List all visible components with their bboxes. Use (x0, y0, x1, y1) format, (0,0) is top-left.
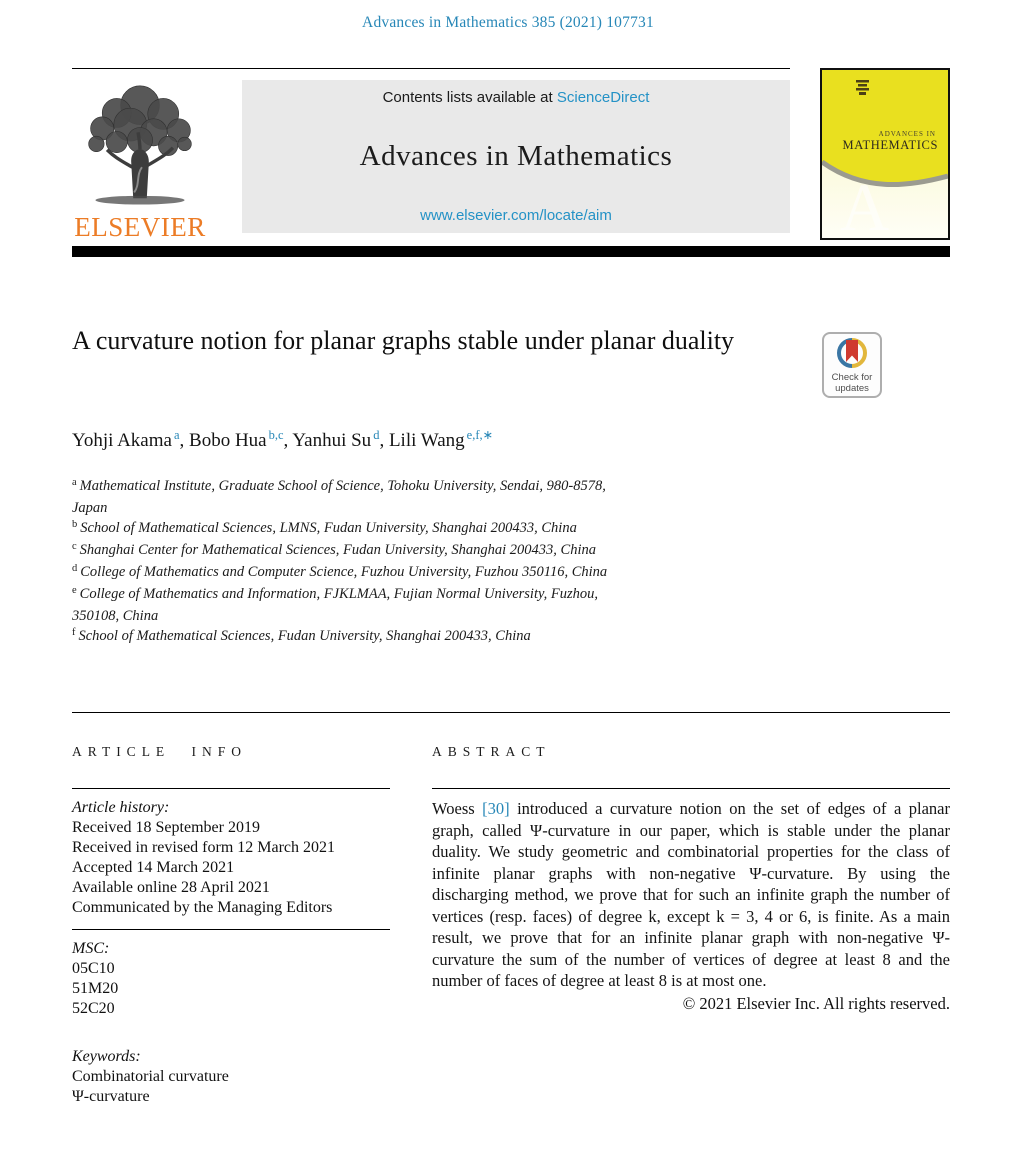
msc-item: 51M20 (72, 980, 119, 997)
cover-title-line2: MATHEMATICS (842, 138, 938, 152)
abstract-text-before-ref: Woess (432, 799, 483, 818)
history-item: Received in revised form 12 March 2021 (72, 839, 336, 856)
author-line (72, 430, 832, 452)
author-name: Lili Wang (388, 430, 465, 451)
affiliation-item: $^c$ Shanghai Center for Mathematical Sciences, Fudan University, Shanghai 200433, China (72, 541, 596, 558)
banner-top-rule (72, 68, 790, 69)
journal-cover-art (822, 70, 948, 238)
keyword-item: Combinatorial curvature (72, 1068, 229, 1085)
badge-text-line1: Check for (831, 372, 873, 383)
author-affil-sup: d (373, 428, 380, 442)
msc-block (72, 939, 340, 1019)
elsevier-logo (72, 80, 208, 243)
affiliation-item: $^d$ College of Mathematics and Computer Science, Fuzhou University, Fuzhou 350116, China (72, 563, 608, 580)
history-item: Received 18 September 2019 (72, 819, 260, 836)
reference-link[interactable]: [30] (482, 799, 510, 818)
affiliation-sup: c (72, 541, 77, 552)
elsevier-wordmark: ELSEVIER (74, 212, 206, 242)
banner-bottom-bar (72, 246, 950, 257)
cover-title-line1: ADVANCES IN (878, 130, 936, 138)
msc-item: 05C10 (72, 960, 115, 977)
affiliation-item: $^e$ College of Mathematics and Information, FJKLMAA, Fujian Normal University, Fuzhou, 350108, China (72, 585, 599, 624)
msc-item: 52C20 (72, 1000, 115, 1017)
info-abstract-top-rule (72, 712, 950, 713)
check-for-updates-badge[interactable] (822, 332, 882, 398)
journal-cover-thumbnail (820, 68, 950, 240)
affiliation-sup: a (72, 477, 77, 488)
affiliation-sup: f (72, 627, 76, 638)
affiliation-item: $^f$ School of Mathematical Sciences, Fudan University, Shanghai 200433, China (72, 627, 531, 644)
msc-label: MSC: (72, 940, 110, 957)
badge-text-line2: updates (835, 383, 869, 394)
history-item: Accepted 14 March 2021 (72, 859, 235, 876)
affiliation-item: $^a$ Mathematical Institute, Graduate School of Science, Tohoku University, Sendai, 980-8578, Japan (72, 477, 606, 516)
keywords-block (72, 1047, 340, 1107)
contents-line (383, 89, 650, 106)
abstract-text-after-ref: introduced a curvature notion on the set of edges of a planar graph, called Ψ-curvature in our paper, which is stable under the planar duality. We study geometric and combinatorial properties for the class of infinite planar graphs with non-negative Ψ-curvature. By using the discharging method, we prove that for such an infinite graph the number of vertices (resp. faces) of degree k, except k = 3, 4 or 6, is finite. As a main result, we prove that for an infinite planar graph with non-negative Ψ-curvature the sum of the number of vertices of degree at least 8 and the number of faces of degree at least 8 is at most one. (432, 799, 950, 990)
affiliation-sup: e (72, 585, 77, 596)
affiliation-sup: d (72, 563, 78, 574)
abstract-text (432, 798, 950, 992)
author-affil-sup: a (173, 428, 180, 442)
article-info-heading: ARTICLE INFO (72, 744, 248, 759)
article-history-block (72, 798, 340, 918)
history-item: Available online 28 April 2021 (72, 879, 270, 896)
abstract-heading: ABSTRACT (432, 744, 551, 759)
journal-url-link[interactable]: www.elsevier.com/locate/aim (420, 207, 612, 224)
article-info-column (72, 744, 390, 1107)
author-affil-sup: e,f,∗ (466, 428, 494, 442)
affiliation-item: $^b$ School of Mathematical Sciences, LMNS, Fudan University, Shanghai 200433, China (72, 519, 577, 536)
history-item: Communicated by the Managing Editors (72, 899, 333, 916)
check-updates-bookmark-icon (822, 332, 882, 398)
author-separator: , (283, 430, 293, 451)
keywords-label: Keywords: (72, 1048, 141, 1065)
author-separator: , (379, 430, 389, 451)
affiliations (72, 476, 612, 648)
keyword-item: Ψ-curvature (72, 1088, 150, 1105)
article-info-rule (72, 788, 390, 789)
journal-title: Advances in Mathematics (359, 140, 673, 172)
cover-watermark-letter: A (840, 169, 890, 238)
journal-banner (242, 80, 790, 233)
journal-citation: Advances in Mathematics 385 (2021) 107731 (362, 14, 654, 31)
article-title: A curvature notion for planar graphs stable under planar duality (72, 326, 735, 355)
sciencedirect-link[interactable]: ScienceDirect (556, 89, 650, 106)
contents-prefix: Contents lists available at (382, 89, 557, 106)
author-name: Yohji Akama (72, 430, 172, 451)
abstract-rule (432, 788, 950, 789)
elsevier-tree-icon (72, 80, 208, 206)
author-affil-sup: b,c (268, 428, 284, 442)
author-name: Yanhui Su (292, 430, 372, 451)
author-name: Bobo Hua (189, 430, 267, 451)
article-history-label: Article history: (72, 799, 170, 816)
copyright-line: © 2021 Elsevier Inc. All rights reserved. (682, 993, 950, 1013)
msc-rule (72, 929, 390, 930)
abstract-column (432, 744, 950, 1014)
author-separator: , (179, 430, 190, 451)
affiliation-sup: b (72, 519, 78, 530)
